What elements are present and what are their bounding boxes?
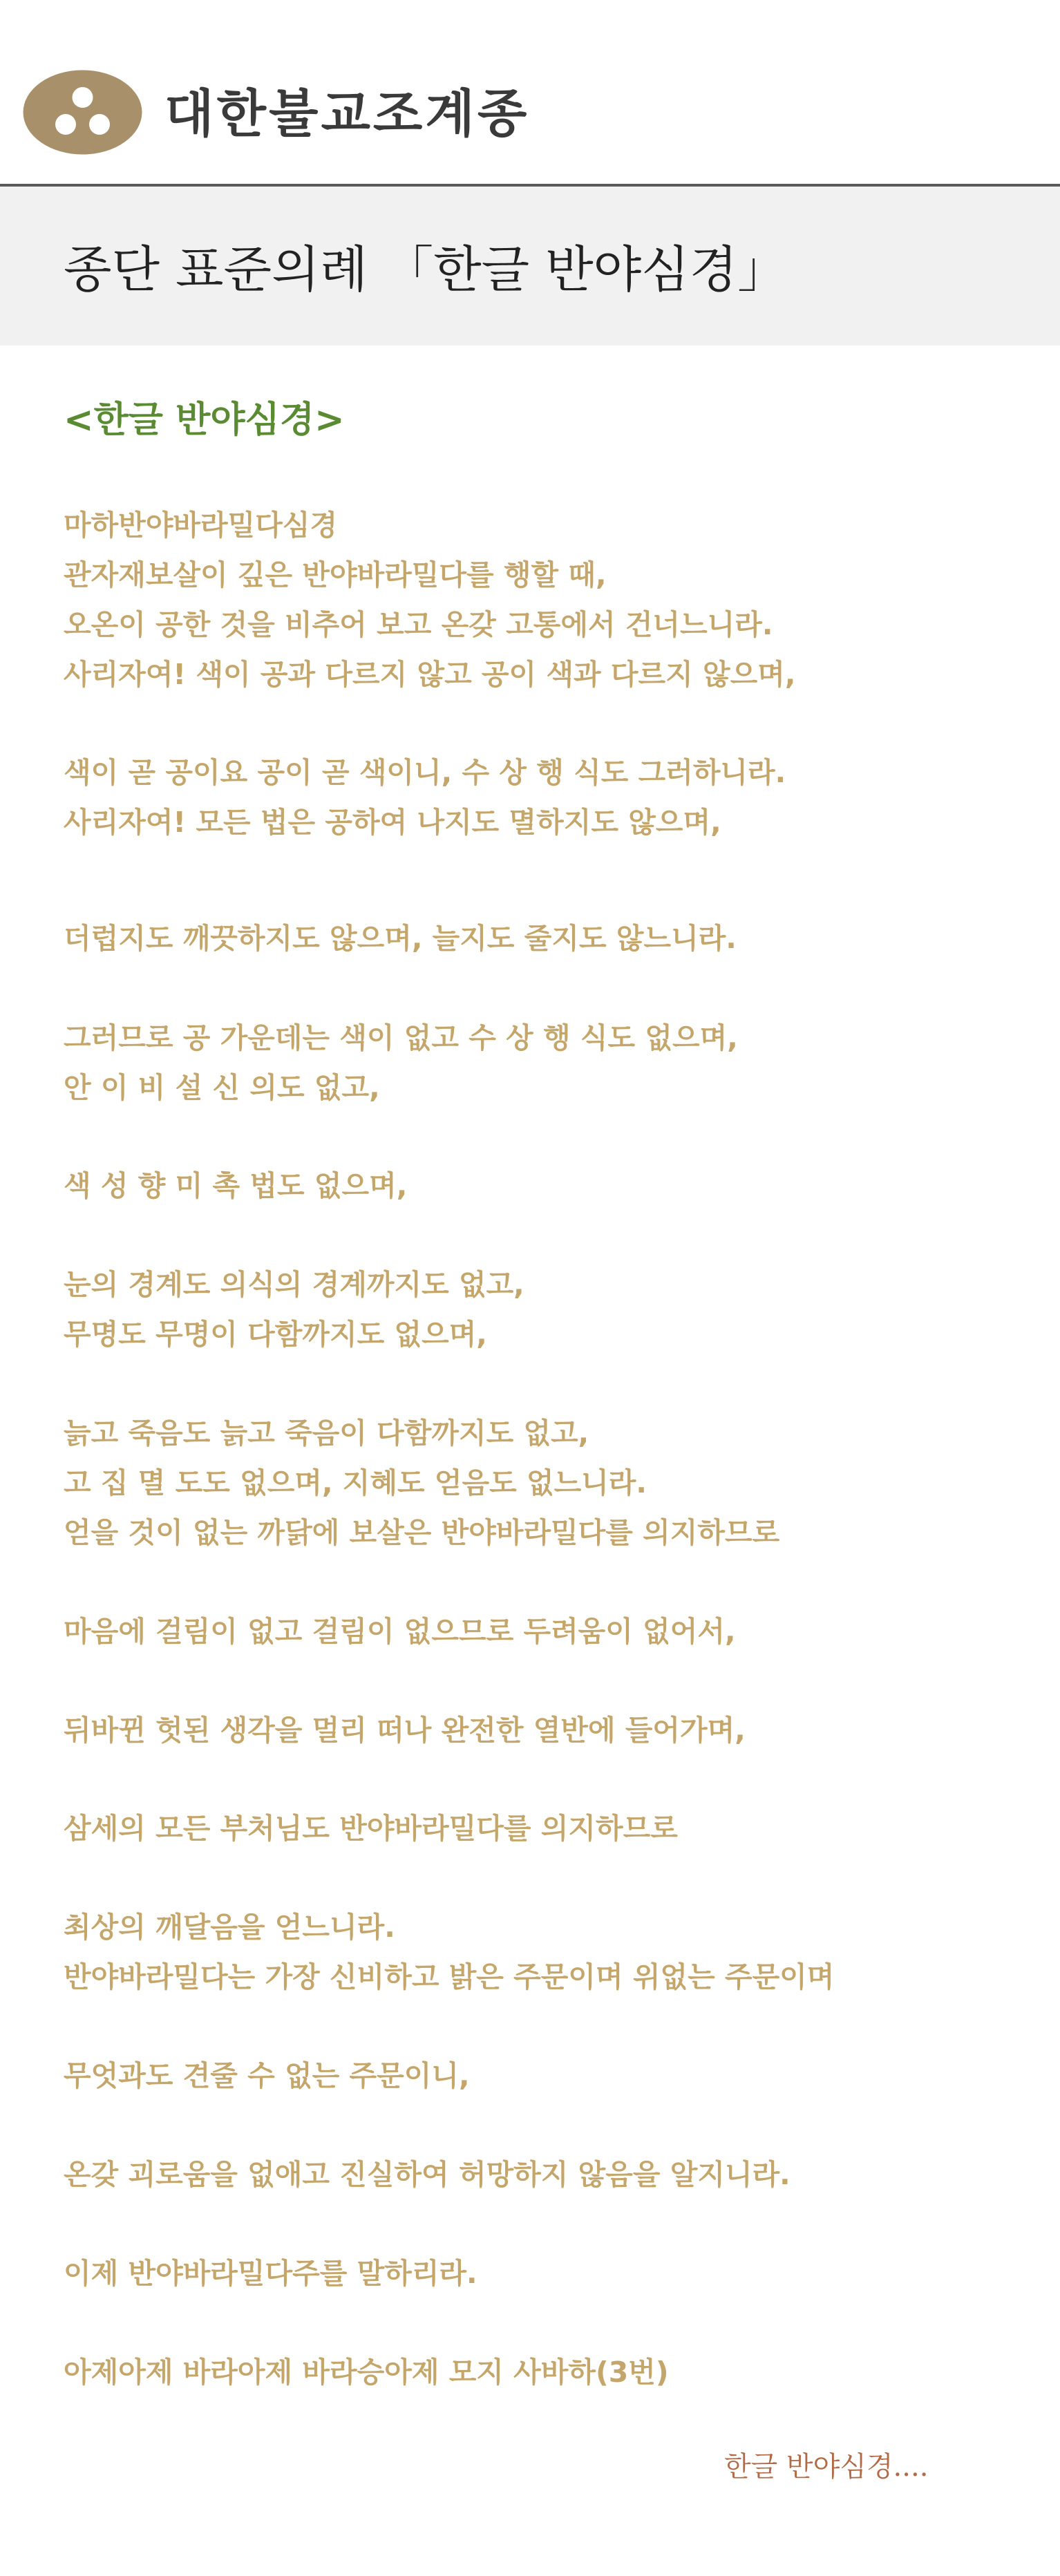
sutra-line: 무엇과도 견줄 수 없는 주문이니, [64,2059,470,2092]
sutra-line: 색 성 향 미 촉 법도 없으며, [64,1169,408,1202]
sutra-line: 무명도 무명이 다함까지도 없으며, [64,1318,487,1351]
sutra-line: 최상의 깨달음을 얻느니라. [64,1911,395,1944]
sutra-line: 마하반야바라밀다심경 [64,509,338,542]
signature-text: 한글 반야심경.... [724,2451,929,2483]
sutra-line: 사리자여! 모든 법은 공하여 나지도 멸하지도 않으며, [64,806,721,839]
sutra-line: 얻을 것이 없는 까닭에 보살은 반야바라밀다를 의지하므로 [64,1516,780,1549]
sutra-line: 반야바라밀다는 가장 신비하고 밝은 주문이며 위없는 주문이며 [64,1960,835,1993]
sutra-line: 더럽지도 깨끗하지도 않으며, 늘지도 줄지도 않느니라. [64,922,737,955]
sutra-line: 색이 곧 공이요 공이 곧 색이니, 수 상 행 식도 그러하니라. [64,756,786,789]
three-jewels-logo-icon[interactable] [22,69,143,155]
sutra-line: 눈의 경계도 의식의 경계까지도 없고, [64,1268,524,1301]
sutra-line: 관자재보살이 깊은 반야바라밀다를 행할 때, [64,558,607,591]
sutra-line: 온갖 괴로움을 없애고 진실하여 허망하지 않음을 알지니라. [64,2158,791,2191]
sutra-line: 사리자여! 색이 공과 다르지 않고 공이 색과 다르지 않으며, [64,658,796,691]
sutra-line: 늙고 죽음도 늙고 죽음이 다함까지도 없고, [64,1417,589,1450]
sutra-line: 안 이 비 설 신 의도 없고, [64,1071,380,1104]
page-title: 종단 표준의례 「한글 반야심경」 [64,240,788,299]
sutra-line: 뒤바뀐 헛된 생각을 멀리 떠나 완전한 열반에 들어가며, [64,1714,746,1747]
sutra-line: 고 집 멸 도도 없으며, 지혜도 얻음도 없느니라. [64,1466,647,1499]
title-band [0,187,1060,345]
sutra-line: 이제 반야바라밀다주를 말하리라. [64,2257,477,2290]
sutra-subtitle: <한글 반야심경> [64,399,345,441]
org-name[interactable]: 대한불교조계종 [164,84,530,144]
sutra-line: 삼세의 모든 부처님도 반야바라밀다를 의지하므로 [64,1812,678,1845]
site-header [0,0,1060,187]
sutra-line: 아제아제 바라아제 바라승아제 모지 사바하(3번) [64,2356,669,2389]
sutra-line: 그러므로 공 가운데는 색이 없고 수 상 행 식도 없으며, [64,1021,738,1054]
sutra-line: 마음에 걸림이 없고 걸림이 없으므로 두려움이 없어서, [64,1615,736,1648]
sutra-line: 오온이 공한 것을 비추어 보고 온갖 고통에서 건너느니라. [64,608,773,641]
